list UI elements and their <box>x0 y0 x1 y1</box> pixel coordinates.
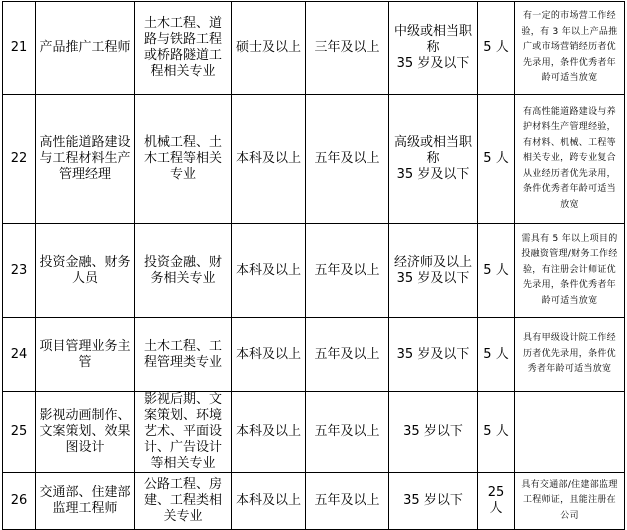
title-age-requirement <box>389 392 478 473</box>
education-requirement: 本科及以上 <box>232 224 306 318</box>
recruitment-table <box>2 1 625 530</box>
title-age-text: 35 岁以下 <box>403 493 463 508</box>
remarks: 具有甲级设计院工作经历者优先录用，条件优秀者年龄可适当放宽 <box>515 318 625 392</box>
education-requirement: 本科及以上 <box>232 392 306 473</box>
remarks: 具有交通部/住建部监理工程师证，且能注册在公司 <box>515 473 625 530</box>
education-requirement: 本科及以上 <box>232 318 306 392</box>
row-number: 22 <box>3 95 36 224</box>
position-name: 影视动画制作、文案策划、效果图设计 <box>36 392 135 473</box>
position-name: 交通部、住建部监理工程师 <box>36 473 135 530</box>
row-number: 24 <box>3 318 36 392</box>
title-age-requirement <box>389 95 478 224</box>
remarks: 有一定的市场营工作经验，有 3 年以上产品推广或市场营销经历者优先录用，条件优秀者年龄可适当放宽 <box>515 2 625 95</box>
major-requirement: 机械工程、土木工程等相关专业 <box>135 95 232 224</box>
table-row <box>3 2 625 95</box>
experience-requirement: 三年及以上 <box>306 2 389 95</box>
row-number: 21 <box>3 2 36 95</box>
headcount: 5 人 <box>478 95 515 224</box>
title-age-requirement <box>389 224 478 318</box>
position-name: 产品推广工程师 <box>36 2 135 95</box>
headcount: 5 人 <box>478 224 515 318</box>
position-name: 投资金融、财务人员 <box>36 224 135 318</box>
major-requirement: 公路工程、房建、工程类相关专业 <box>135 473 232 530</box>
title-age-text: 经济师及以上 35 岁及以下 <box>393 254 472 286</box>
row-number: 25 <box>3 392 36 473</box>
row-number: 23 <box>3 224 36 318</box>
title-age-requirement <box>389 473 478 530</box>
headcount: 5 人 <box>478 392 515 473</box>
education-requirement: 硕士及以上 <box>232 2 306 95</box>
major-requirement: 土木工程、工程管理类专业 <box>135 318 232 392</box>
table-row <box>3 392 625 473</box>
experience-requirement: 五年及以上 <box>306 473 389 530</box>
table-row <box>3 224 625 318</box>
table-row <box>3 473 625 530</box>
education-requirement: 本科及以上 <box>232 473 306 530</box>
table-row <box>3 95 625 224</box>
table-body <box>3 2 625 530</box>
position-name: 项目管理业务主管 <box>36 318 135 392</box>
experience-requirement: 五年及以上 <box>306 392 389 473</box>
major-requirement: 影视后期、文案策划、环境艺术、平面设计、广告设计等相关专业 <box>135 392 232 473</box>
table-row <box>3 318 625 392</box>
position-name: 高性能道路建设与工程材料生产管理经理 <box>36 95 135 224</box>
major-requirement: 土木工程、道路与铁路工程或桥路隧道工程相关专业 <box>135 2 232 95</box>
row-number: 26 <box>3 473 36 530</box>
headcount: 5 人 <box>478 318 515 392</box>
education-requirement: 本科及以上 <box>232 95 306 224</box>
headcount: 5 人 <box>478 2 515 95</box>
experience-requirement: 五年及以上 <box>306 224 389 318</box>
title-age-text: 35 岁以下 <box>403 424 463 439</box>
title-age-text: 中级或相当职称 35 岁及以下 <box>393 24 472 71</box>
experience-requirement: 五年及以上 <box>306 318 389 392</box>
title-age-text: 高级或相当职称 35 岁及以下 <box>393 135 472 182</box>
headcount: 25 人 <box>478 473 515 530</box>
title-age-text: 35 岁及以下 <box>396 346 470 362</box>
remarks: 有高性能道路建设与养护材料生产管理经验，有材料、机械、工程等相关专业，跨专业复合从业经历者优先录用，条件优秀者年龄可适当放宽 <box>515 95 625 224</box>
major-requirement: 投资金融、财务相关专业 <box>135 224 232 318</box>
experience-requirement: 五年及以上 <box>306 95 389 224</box>
title-age-requirement <box>389 318 478 392</box>
remarks <box>515 392 625 473</box>
title-age-requirement <box>389 2 478 95</box>
remarks: 需具有 5 年以上项目的投融资管理/财务工作经验，有注册会计师证优先录用，条件优秀者年龄可适当放宽 <box>515 224 625 318</box>
